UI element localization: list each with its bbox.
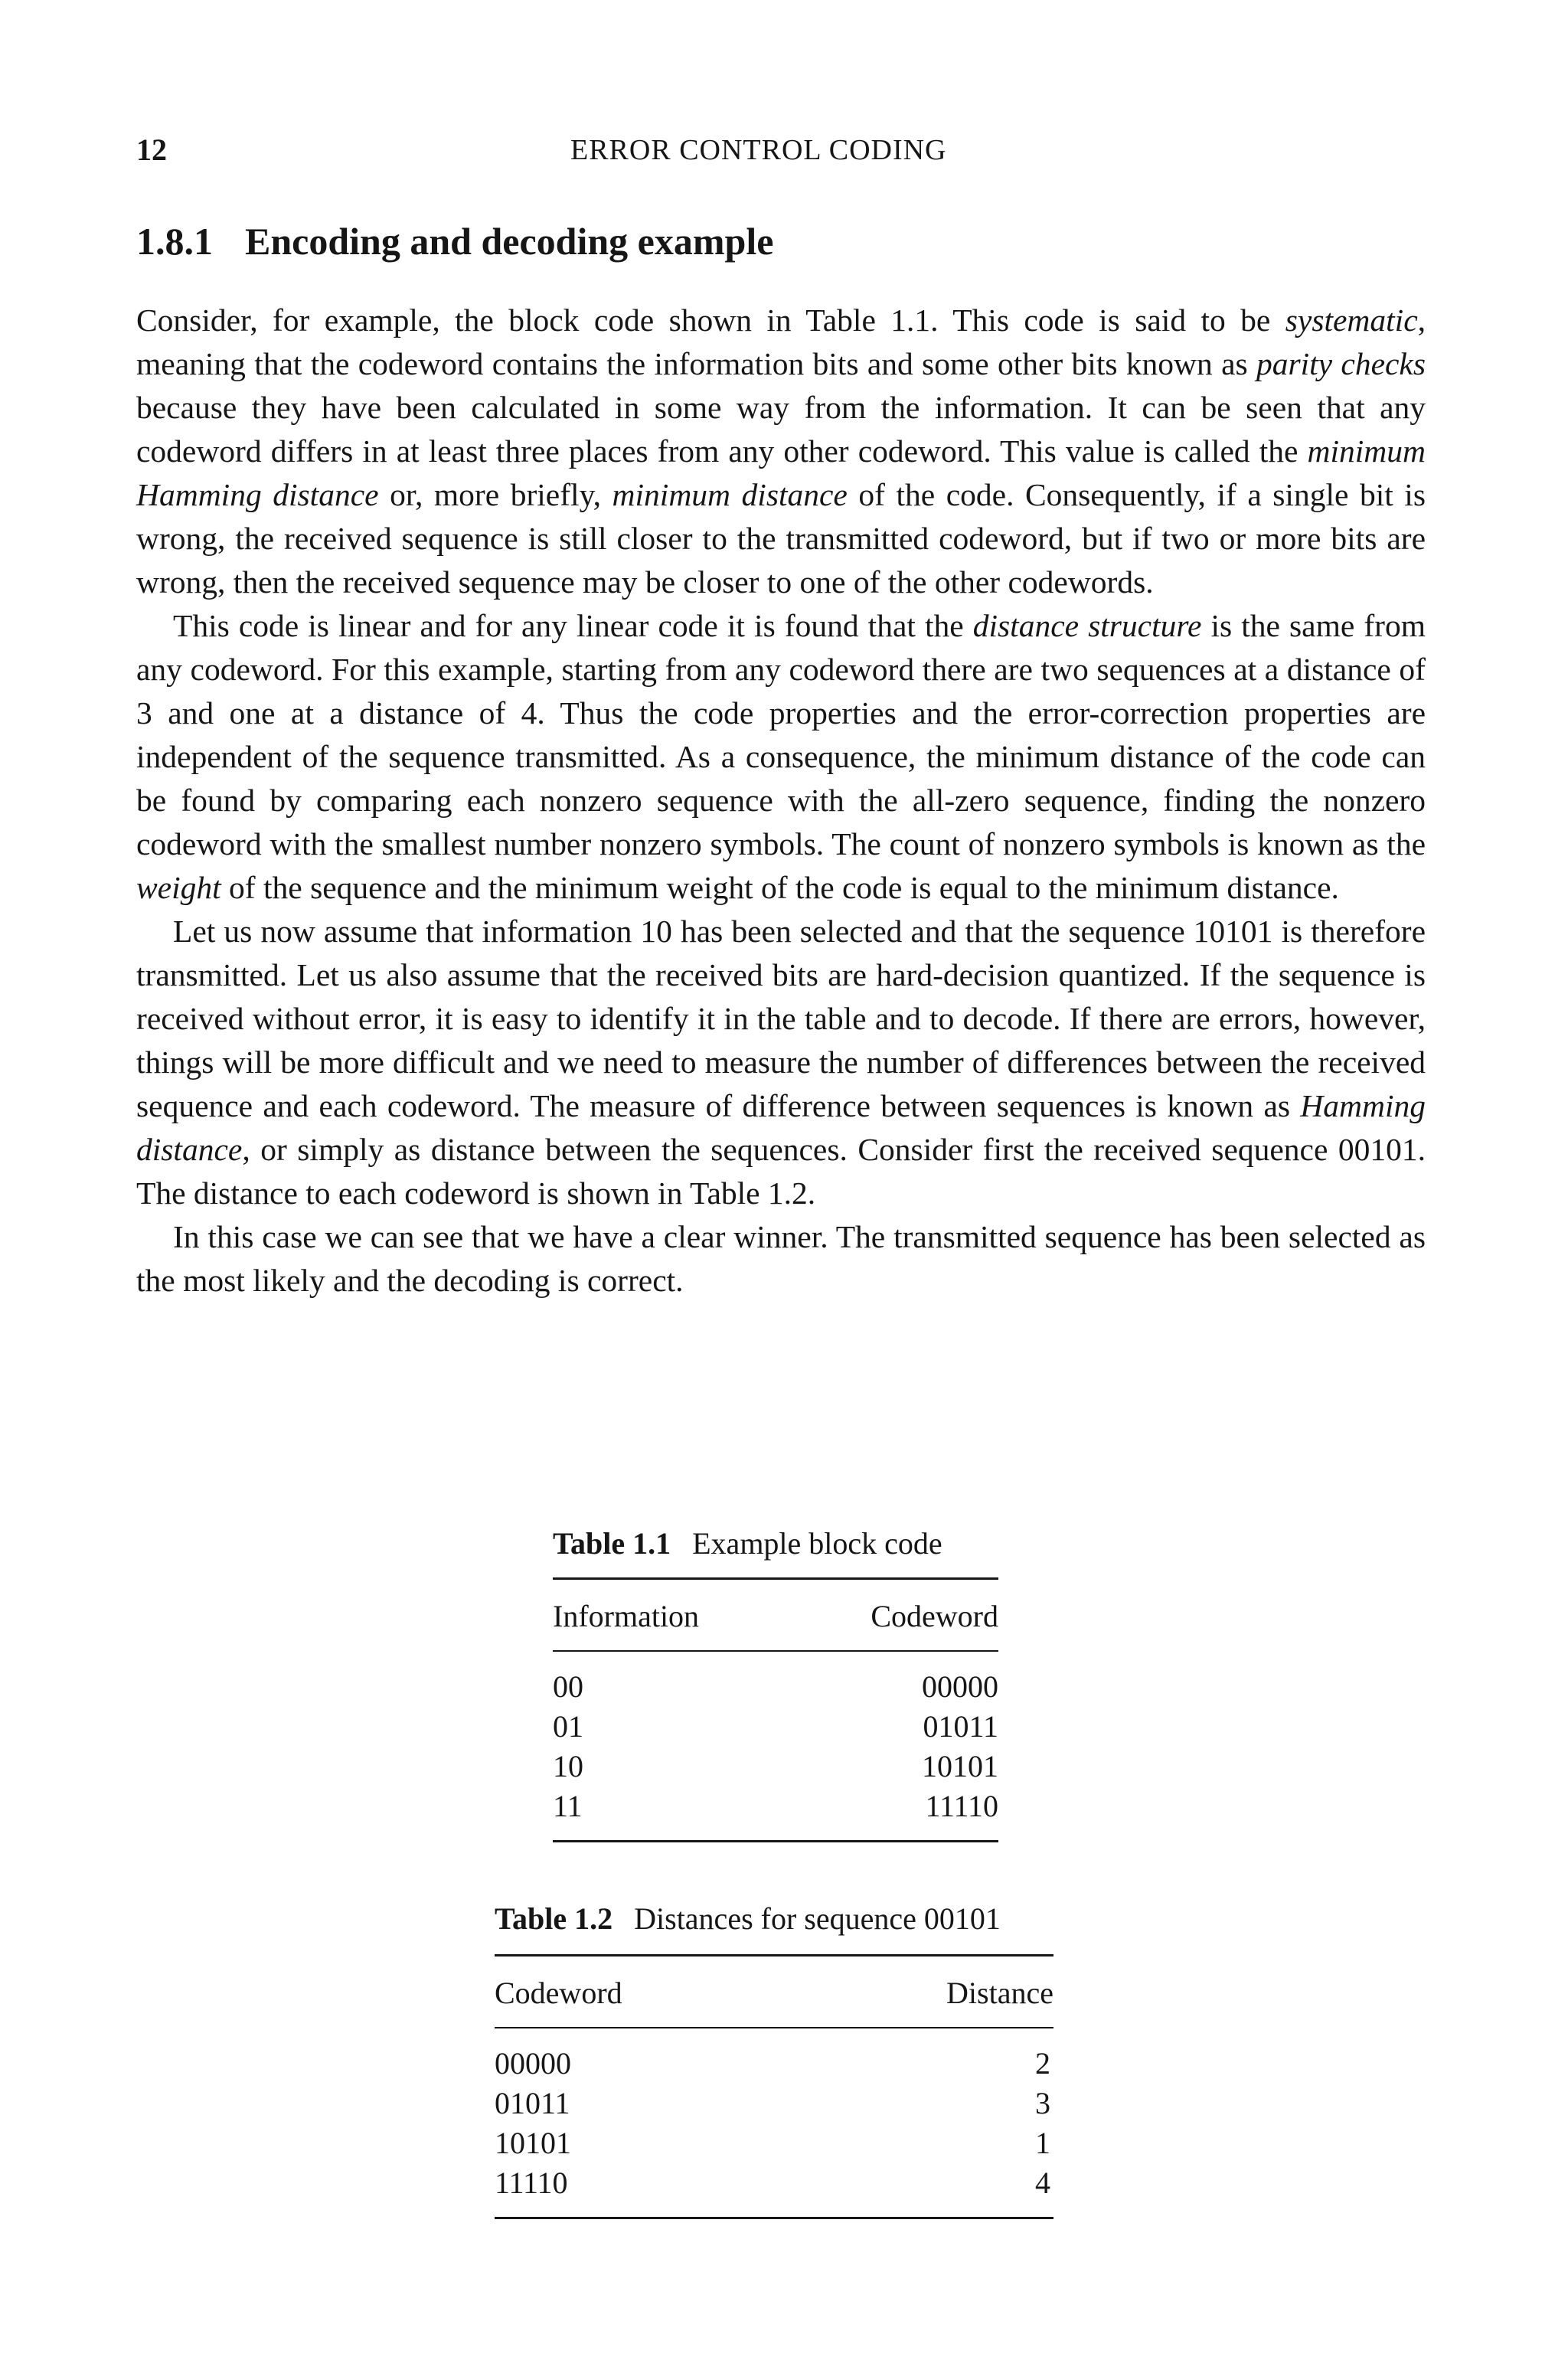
- text-run: This code is linear and for any linear code it is found that the: [173, 608, 973, 643]
- paragraph-3: [136, 910, 1426, 1215]
- running-head: ERROR CONTROL CODING: [570, 134, 947, 166]
- table-label: Table 1.2: [495, 1901, 613, 1936]
- text-run: of the code. Consequently, if a single bit is wrong, the received sequence is still closer to the transmitted codeword, but if two or more bits are wrong, then the received sequence may be closer to one of the other codewords.: [136, 477, 1426, 600]
- table-cell: 00000: [495, 2046, 571, 2081]
- table-cell: 11110: [495, 2166, 568, 2200]
- table-body: [495, 2028, 1054, 2217]
- table-cell: 01011: [495, 2086, 570, 2120]
- page-number: 12: [136, 132, 167, 167]
- text-run: or, more briefly,: [378, 477, 612, 512]
- table-rule-bottom: [553, 1840, 998, 1842]
- italic-term: minimum distance: [612, 477, 848, 512]
- table-row: [553, 1786, 998, 1826]
- italic-term: weight: [136, 870, 221, 905]
- section-heading: [136, 217, 773, 265]
- text-run: Let us now assume that information 10 has been selected and that the sequence 10101 is therefore transmitted. Let us also assume that the received bits are hard-decision quantized. If the sequence is received without error, it is easy to identify it in the table and to decode. If there are errors, however, things will be more difficult and we need to measure the number of differences between the received sequence and each codeword. The measure of difference between sequences is known as: [136, 914, 1426, 1123]
- paragraph-4: In this case we can see that we have a clear winner. The transmitted sequence has been selected as the most likely and the decoding is correct.: [136, 1219, 1426, 1298]
- table-cell: 00: [553, 1669, 583, 1704]
- text-run: because they have been calculated in some way from the information. It can be seen that any codeword differs in at least three places from any other codeword. This value is called the: [136, 390, 1426, 469]
- table-row: [553, 1747, 998, 1786]
- italic-term: parity checks: [1256, 346, 1426, 381]
- text-run: of the sequence and the minimum weight of the code is equal to the minimum distance.: [220, 870, 1339, 905]
- section-number: 1.8.1: [136, 220, 213, 263]
- italic-term: systematic: [1285, 302, 1418, 338]
- table-cell: 01011: [923, 1709, 998, 1744]
- italic-term: distance structure: [972, 608, 1202, 643]
- table-cell: 3: [1035, 2086, 1050, 2120]
- table-row: [495, 2044, 1054, 2084]
- text-run: , meaning that the codeword contains the information bits and some other bits known as: [136, 302, 1426, 381]
- text-run: , or simply as distance between the sequences. Consider first the received sequence 00101. The distance to each codeword is shown in Table 1.2.: [136, 1132, 1426, 1211]
- column-header: Information: [553, 1599, 700, 1633]
- table-body: [553, 1652, 998, 1840]
- table-cell: 10101: [922, 1749, 998, 1783]
- italic-term: minimum Hamming distance: [136, 433, 1426, 512]
- table-label: Table 1.1: [553, 1526, 671, 1561]
- text-run: is the same from any codeword. For this example, starting from any codeword there are two sequences at a distance of 3 and one at a distance of 4. Thus the code properties and the error-correction properties are independent of the sequence transmitted. As a consequence, the minimum distance of the code can be found by comparing each nonzero sequence with the all-zero sequence, finding the nonzero codeword with the smallest number nonzero symbols. The count of nonzero symbols is known as the: [136, 608, 1426, 861]
- table-1: [553, 1524, 998, 1842]
- table-row: [495, 2163, 1054, 2203]
- table-header-row: [495, 1956, 1054, 2027]
- table-caption: [495, 1899, 1054, 1939]
- italic-term: Hamming distance: [136, 1088, 1426, 1167]
- table-cell: 00000: [922, 1669, 998, 1704]
- table-cell: 4: [1035, 2166, 1050, 2200]
- table-title: Example block code: [692, 1526, 942, 1561]
- table-rule-bottom: [495, 2217, 1054, 2219]
- table-header-row: [553, 1580, 998, 1650]
- table-cell: 10101: [495, 2126, 571, 2160]
- table-title: Distances for sequence 00101: [634, 1901, 1001, 1936]
- paragraph-2: [136, 604, 1426, 910]
- section-title: Encoding and decoding example: [245, 220, 774, 263]
- column-header: Distance: [946, 1976, 1054, 2010]
- paragraph-1: [136, 299, 1426, 604]
- table-cell: 11110: [925, 1789, 998, 1823]
- column-header: Codeword: [495, 1976, 622, 2010]
- column-header: Codeword: [871, 1599, 998, 1633]
- table-2: [495, 1899, 1054, 2219]
- table-cell: 10: [553, 1749, 583, 1783]
- body-text: [136, 299, 1426, 1303]
- table-cell: 01: [553, 1709, 583, 1744]
- table-caption: [553, 1524, 998, 1564]
- table-row: [495, 2123, 1054, 2163]
- text-run: Consider, for example, the block code shown in Table 1.1. This code is said to be: [136, 302, 1285, 338]
- table-cell: 2: [1035, 2046, 1050, 2081]
- table-row: [553, 1667, 998, 1707]
- table-cell: 1: [1035, 2126, 1050, 2160]
- table-cell: 11: [553, 1789, 583, 1823]
- table-row: [553, 1707, 998, 1747]
- table-row: [495, 2084, 1054, 2123]
